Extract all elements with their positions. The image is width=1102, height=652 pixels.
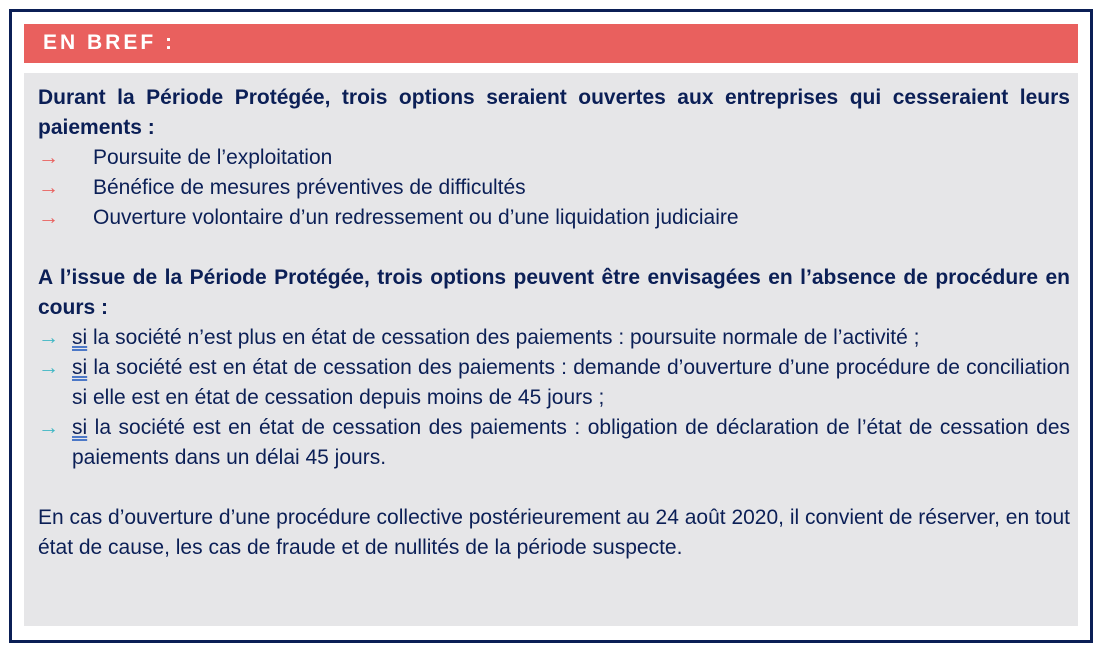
closing-paragraph: En cas d’ouverture d’une procédure collective postérieurement au 24 août 2020, il convient de réserver, en tout état de cause, les cas de fraude et de nullités de la période suspecte.: [38, 506, 1070, 559]
list-item: [38, 323, 1070, 353]
section1-list: [38, 143, 1070, 233]
condition-text: [72, 353, 1070, 413]
arrow-right-icon: →: [38, 326, 59, 349]
arrow-right-icon: →: [38, 176, 59, 199]
list-item: [38, 143, 1070, 173]
condition-keyword: si: [72, 356, 88, 379]
summary-panel: [24, 73, 1078, 626]
condition-body: la société n’est plus en état de cessation des paiements : poursuite normale de l’activité ;: [87, 326, 920, 349]
condition-body: la société est en état de cessation des paiements : demande d’ouverture d’une procédure de conciliation si elle est en état de cessation depuis moins de 45 jours ;: [72, 356, 1070, 409]
list-item: [38, 203, 1070, 233]
condition-keyword: si: [72, 326, 88, 349]
arrow-right-icon: →: [38, 206, 59, 229]
condition-keyword: si: [72, 416, 88, 439]
section2-lead: A l’issue de la Période Protégée, trois options peuvent être envisagées en l’absence de procédure en cours :: [38, 266, 1070, 319]
condition-text: [72, 413, 1070, 473]
section1-lead: Durant la Période Protégée, trois options seraient ouvertes aux entreprises qui cesseraient leurs paiements :: [38, 86, 1070, 139]
condition-text: [72, 323, 1070, 353]
banner-title: EN BREF :: [43, 31, 175, 54]
arrow-right-icon: →: [38, 146, 59, 169]
spacer: [38, 233, 1070, 263]
arrow-right-icon: →: [38, 356, 59, 379]
list-item-text: Bénéfice de mesures préventives de difficultés: [93, 176, 526, 199]
list-item-text: Poursuite de l’exploitation: [93, 146, 333, 169]
list-item: [38, 173, 1070, 203]
condition-body: la société est en état de cessation des paiements : obligation de déclaration de l’état de cessation des paiements dans un délai 45 jours.: [72, 416, 1070, 469]
list-item: [38, 413, 1070, 473]
arrow-right-icon: →: [38, 416, 59, 439]
summary-box: [9, 9, 1093, 643]
section2-list: [38, 323, 1070, 473]
summary-banner: [24, 24, 1078, 63]
summary-content: [38, 83, 1070, 563]
list-item-text: Ouverture volontaire d’un redressement ou d’une liquidation judiciaire: [93, 206, 739, 229]
list-item: [38, 353, 1070, 413]
spacer: [38, 473, 1070, 503]
